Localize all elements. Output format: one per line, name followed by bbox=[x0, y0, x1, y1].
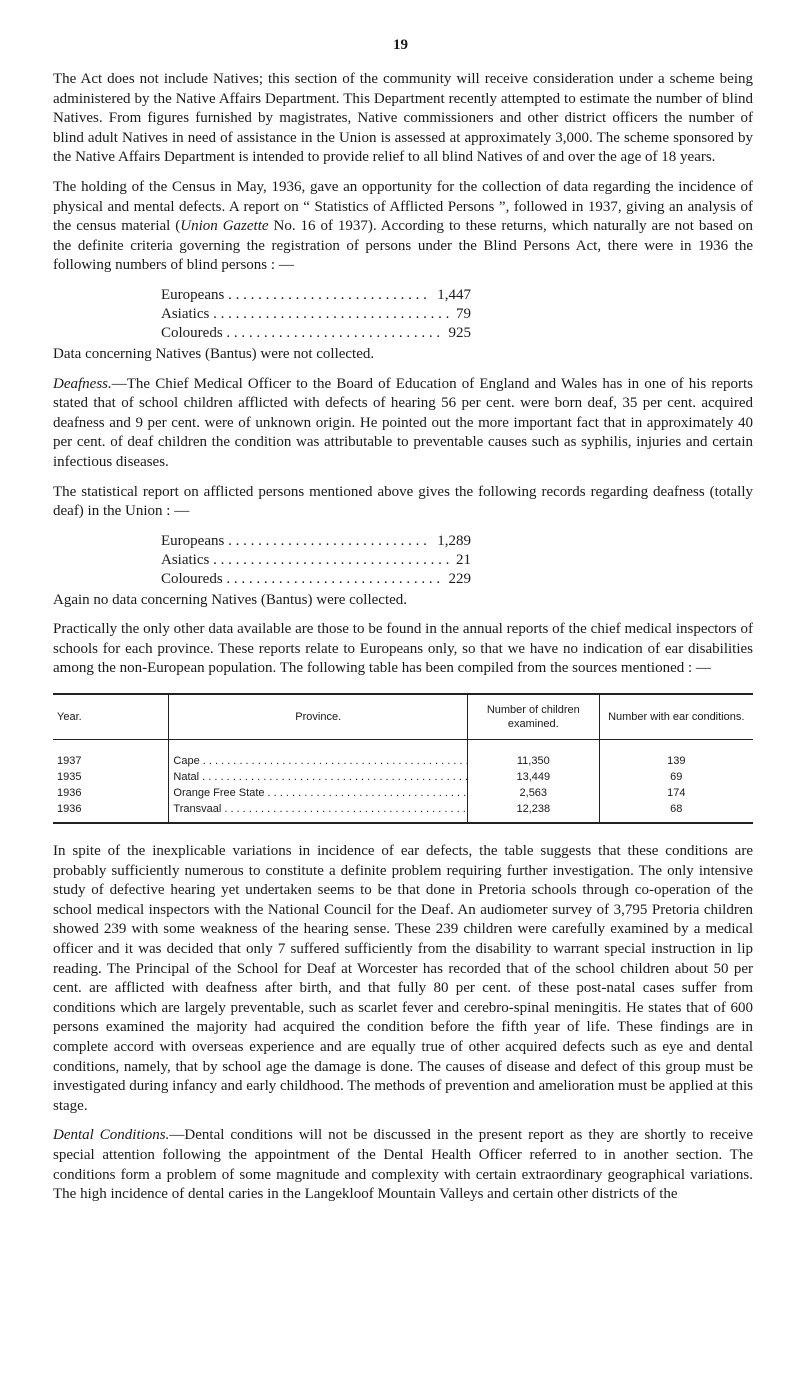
list-item bbox=[161, 570, 471, 589]
table-row bbox=[53, 801, 753, 823]
table-row bbox=[53, 769, 753, 785]
dental-heading: Dental Conditions. bbox=[53, 1127, 170, 1144]
header-year: Year. bbox=[53, 694, 169, 740]
table-header-row bbox=[53, 694, 753, 740]
list-value: 1,447 bbox=[437, 286, 471, 303]
header-province: Province. bbox=[169, 694, 468, 740]
paragraph-dental bbox=[53, 1126, 753, 1204]
list-value: 1,289 bbox=[437, 532, 471, 549]
cell-ear: 174 bbox=[599, 785, 753, 801]
cell-province: Cape . . . bbox=[169, 740, 468, 770]
cell-ear: 68 bbox=[599, 801, 753, 823]
cell-province: Orange Free State . . . bbox=[169, 785, 468, 801]
paragraph-again-no-data: Again no data concerning Natives (Bantus) were collected. bbox=[53, 591, 408, 608]
cell-examined: 2,563 bbox=[468, 785, 599, 801]
paragraph-natives-not-collected: Data concerning Natives (Bantus) were not collected. bbox=[53, 345, 375, 362]
deafness-heading: Deafness. bbox=[53, 375, 112, 392]
list-value: 925 bbox=[448, 324, 471, 341]
cell-examined: 12,238 bbox=[468, 801, 599, 823]
paragraph-deafness-records: The statistical report on afflicted persons mentioned above gives the following records regarding deafness (totally deaf) in the Union : — bbox=[53, 483, 753, 520]
cell-ear: 139 bbox=[599, 740, 753, 770]
list-item bbox=[161, 286, 471, 305]
page-number: 19 bbox=[393, 37, 408, 53]
cell-year: 1936 bbox=[57, 803, 82, 816]
cell-year: 1937 bbox=[57, 755, 82, 768]
header-children-examined: Number of children examined. bbox=[468, 694, 599, 740]
cell-year: 1936 bbox=[57, 787, 82, 800]
cell-ear: 69 bbox=[599, 769, 753, 785]
cell-province: Natal . . . bbox=[169, 769, 468, 785]
list-label: Coloureds . . . bbox=[161, 324, 443, 343]
paragraph-census bbox=[53, 178, 753, 276]
list-label: Asiatics . . . bbox=[161, 305, 450, 324]
cell-examined: 13,449 bbox=[468, 769, 599, 785]
list-item bbox=[161, 324, 471, 343]
union-gazette-ref: Union Gazette bbox=[180, 218, 269, 235]
header-ear-conditions: Number with ear conditions. bbox=[599, 694, 753, 740]
list-item bbox=[161, 305, 471, 324]
deafness-text: —The Chief Medical Officer to the Board of Education of England and Wales has in one of his reports stated that of school children afflicted with defects of hearing 56 per cent. were born deaf, 35 per cent. acquired deafness and 9 per cent. were of unknown origin. He pointed out the more important fact that in approximately 40 per cent. of deaf children the condition was attributable to preventable causes such as syphilis, injuries and certain infectious diseases. bbox=[53, 375, 753, 470]
table-row bbox=[53, 740, 753, 770]
list-label: Coloureds . . . bbox=[161, 570, 443, 589]
paragraph-census-part-b: No. 16 of 1937). According to these returns, which naturally are not based on the definite criteria governing the registration of persons under the Blind Persons Act, there were in 1936 the following numbers of blind persons : — bbox=[53, 218, 753, 274]
list-label: Europeans . . . bbox=[161, 532, 431, 551]
table-row bbox=[53, 785, 753, 801]
list-value: 79 bbox=[456, 305, 471, 322]
paragraph-census-part-a: The holding of the Census in May, 1936, gave an opportunity for the collection of data regarding the incidence of physical and mental defects. A report on “ Statistics of Afflicted Persons ”, followed in 1937, giving an analysis of the census material ( bbox=[53, 178, 753, 235]
dental-text: —Dental conditions will not be discussed in the present report as they are shortly to receive special attention following the appointment of the Dental Health Officer referred to in another section. The conditions form a problem of some magnitude and complexity with certain extraordinary geographical variations. The high incidence of dental caries in the Langekloof Mountain Valleys and certain other districts of the bbox=[53, 1127, 753, 1203]
list-label: Asiatics . . . bbox=[161, 551, 450, 570]
paragraph-pretoria-study: In spite of the inexplicable variations in incidence of ear defects, the table suggests that these conditions are probably sufficiently numerous to constitute a definite problem requiring further investigation. The only intensive study of defective hearing yet undertaken seems to be that done in Pretoria schools through co-operation of the school medical inspectors with the National Council for the Deaf. An audiometer survey of 3,795 Pretoria children showed 239 with some weakness of the hearing sense. These 239 children were carefully examined by a medical officer and it was decided that only 7 suffered sufficiently from the disability to warrant special instruction in lip reading. The Principal of the School for Deaf at Worcester has recorded that of the school children about 50 per cent. are afflicted with deafness after birth, and that fully 80 per cent. of these post-natal cases suffer from conditions which are largely preventable, such as scarlet fever and cerebro-spinal meningitis. He states that of 600 persons examined the majority had acquired the condition before the fifth year of life. These findings are in complete accord with overseas experience and are equally true of other acquired defects such as eye and dental conditions, namely, that by school age the damage is done. The causes of disease and defect of this group must be investigated during infancy and early childhood. The methods of prevention and amelioration must be applied at this stage. bbox=[53, 843, 753, 1114]
list-item bbox=[161, 551, 471, 570]
blind-persons-list bbox=[161, 286, 471, 343]
cell-year: 1935 bbox=[57, 771, 82, 784]
paragraph-deafness bbox=[53, 375, 753, 473]
cell-examined: 11,350 bbox=[468, 740, 599, 770]
paragraph-other-data: Practically the only other data available are those to be found in the annual reports of the chief medical inspectors of schools for each province. These reports relate to Europeans only, so that we have no indication of ear disabilities among the non-European population. The following table has been compiled from the sources mentioned : — bbox=[53, 621, 753, 677]
list-value: 21 bbox=[456, 551, 471, 568]
page-body bbox=[53, 70, 753, 1215]
list-label: Europeans . . . bbox=[161, 286, 431, 305]
paragraph-native-blind: The Act does not include Natives; this section of the community will receive consideration under a scheme being administered by the Native Affairs Department. This Department recently attempted to estimate the number of blind Natives. From figures furnished by magistrates, Native commissioners and other district officers the number of blind adult Natives in need of assistance in the Union is assessed at approximately 3,000. The scheme sponsored by the Native Affairs Department is intended to provide relief to all blind Natives of and over the age of 18 years. bbox=[53, 71, 753, 166]
cell-province: Transvaal . . . bbox=[169, 801, 468, 823]
deaf-persons-list bbox=[161, 532, 471, 589]
list-item bbox=[161, 532, 471, 551]
list-value: 229 bbox=[448, 570, 471, 587]
ear-conditions-table bbox=[53, 693, 753, 824]
